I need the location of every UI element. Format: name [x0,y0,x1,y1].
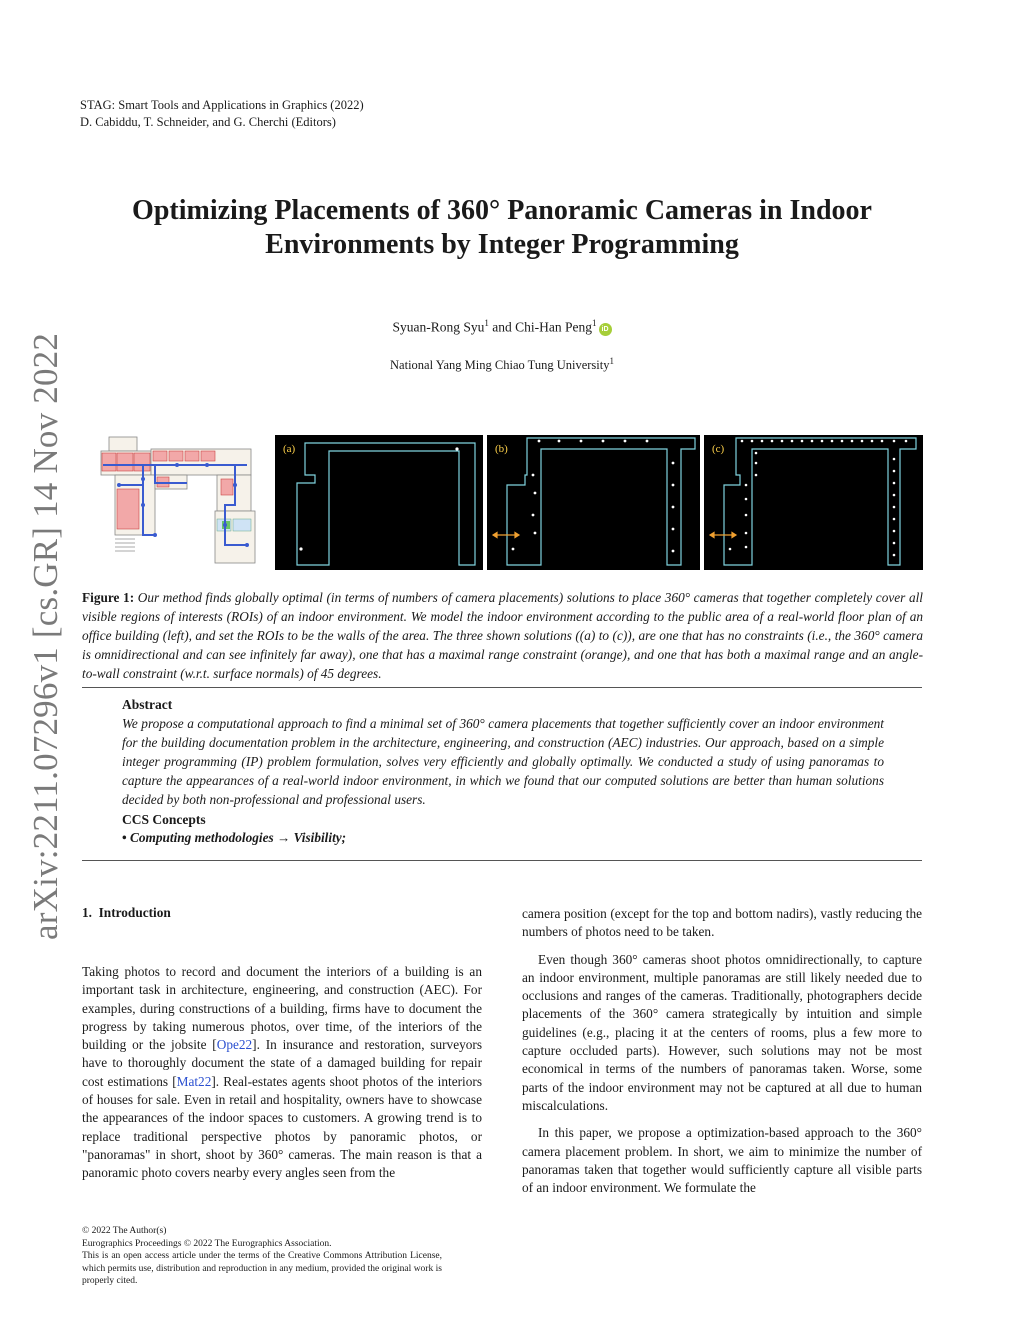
citation-mat22[interactable]: Mat22 [176,1073,212,1089]
ccs-arrow: → [273,830,294,845]
editors-line: D. Cabiddu, T. Schneider, and G. Cherchi (Editors) [80,115,336,129]
figure-panel-c [704,435,923,570]
footer-association: Eurographics Proceedings © 2022 The Eurographics Association. [82,1238,332,1249]
affiliation [0,356,1004,373]
floor-plan-figure [97,435,267,565]
paper-title [80,194,924,262]
intro-p1-part-c: ]. Real-estates agents shoot photos of the interiors of houses for sale. Even in retail and hospitality, owners have to showcase the appearances of the indoor spaces to customers. A growing trend is to replace traditional perspective photos by panoramic photos, or "panoramas" in short, shoot by 360° cameras. The main reason is that a panoramic photo covers nearby every angles seen from the [82,1073,482,1181]
ccs-term-2: Visibility; [293,830,347,845]
intro-p1-part-b: ]. In insurance and restoration, surveyors have to thoroughly document the state of a damaged building for repair cost estimations [ [82,1037,483,1089]
caption-text: Our method finds globally optimal (in terms of numbers of camera placements) solutions to place 360° cameras that together completely cover all visible regions of interests (ROIs) of an indoor environment. We model the indoor environment according to the public area of a real-world floor plan of an office building (left), and set the ROIs to be the walls of the area. The three shown solutions ((a) to (c)), are one that has no constraints (i.e., the 360° camera is omnidirectional and can see infinitely far away), one that has a maximal range constraint (orange), and one that has both a maximal range and an angle-to-wall constraint (w.r.t. surface normals) of 45 degrees. [82,590,923,681]
section-heading-introduction: 1. Introduction [82,905,171,920]
figure-caption [82,588,923,683]
author-2: Chi-Han Peng [515,319,592,335]
figure-panel-a [275,435,483,570]
bottom-rule [82,860,922,861]
venue-line: STAG: Smart Tools and Applications in Graphics (2022) [80,98,364,112]
arxiv-stamp: arXiv:2211.07296v1 [cs.GR] 14 Nov 2022 [26,332,65,940]
footer-license: This is an open access article under the terms of the Creative Commons Attribution License, which permits use, distribution and reproduction in any medium, provided the original work is properly cited. [82,1251,442,1286]
orcid-icon[interactable]: iD [599,323,612,336]
author-conj: and [488,319,516,335]
author-1: Syuan-Rong Syu [392,319,485,335]
title-line-2: Environments by Integer Programming [265,229,739,260]
ccs-term-1: Computing methodologies [129,830,274,845]
intro-paragraph-3: In this paper, we propose a optimization-based approach to the 360° camera placement problem. In short, we aim to minimize the number of panoramas taken that together would sufficiently capture all visible parts of an indoor environment. We formulate the [522,1125,922,1196]
ccs-bullet: • [122,830,130,845]
citation-ope22[interactable]: Ope22 [216,1037,253,1053]
figure-panel-b [487,435,700,570]
running-header [80,97,364,131]
author-list [0,318,1004,336]
abstract-text: We propose a computational approach to find a minimal set of 360° camera placements that together sufficiently cover an indoor environment for the building documentation problem in the architecture, engineering, and construction (AEC) industries. Our approach, based on a simple integer programming (IP) problem formulation, solves very efficiently and globally optimally. We conducted a study of using panoramas to capture the appearances of a real-world indoor environment, in which we found that our computed solutions are better than human solutions decided by both non-professional and professional users. [122,716,884,807]
affiliation-sup: 1 [609,356,614,366]
intro-p1-part-a: Taking photos to record and document the interiors of a building is an important task in architecture, engineering, and construction (AEC). For examples, during constructions of a building, firms have to document the progress by taking numerous photos, over time, of the interiors of the building or the jobsite [ [82,964,482,1053]
top-rule [82,687,922,688]
footer-copyright: © 2022 The Author(s) [82,1226,167,1236]
right-column [522,905,922,1197]
panel-label-b: (b) [495,443,508,455]
author-1-affil: 1 [484,318,489,328]
ccs-heading: CCS Concepts [122,812,206,827]
panel-label-a: (a) [283,443,296,455]
affiliation-name: National Yang Ming Chiao Tung University [390,358,610,373]
abstract-heading: Abstract [122,697,173,712]
author-2-affil: 1 [592,318,597,328]
caption-label: Figure 1: [82,590,135,605]
left-column [82,963,482,1183]
intro-paragraph-continued: camera position (except for the top and bottom nadirs), vastly reducing the numbers of photos need to be taken. [522,906,922,940]
panel-label-c: (c) [712,443,725,455]
copyright-footer [82,1225,442,1288]
intro-paragraph-1 [82,963,482,1183]
intro-paragraph-2: Even though 360° cameras shoot photos omnidirectionally, to capture an indoor environment, multiple panoramas are still likely needed due to occlusions and ranges of the cameras. Traditionally, photographers decide placements of the 360° camera strategically by intuition and simple guidelines (e.g., placing it at the centers of rooms, plus a few more to capture occluded parts). However, such solutions may not be most economical in terms of the numbers of panoramas taken. Worse, some parts of the indoor environment may not be captured at all due to human miscalculations. [522,951,922,1113]
title-line-1: Optimizing Placements of 360° Panoramic Cameras in Indoor [132,195,872,226]
ccs-concepts [122,830,346,846]
